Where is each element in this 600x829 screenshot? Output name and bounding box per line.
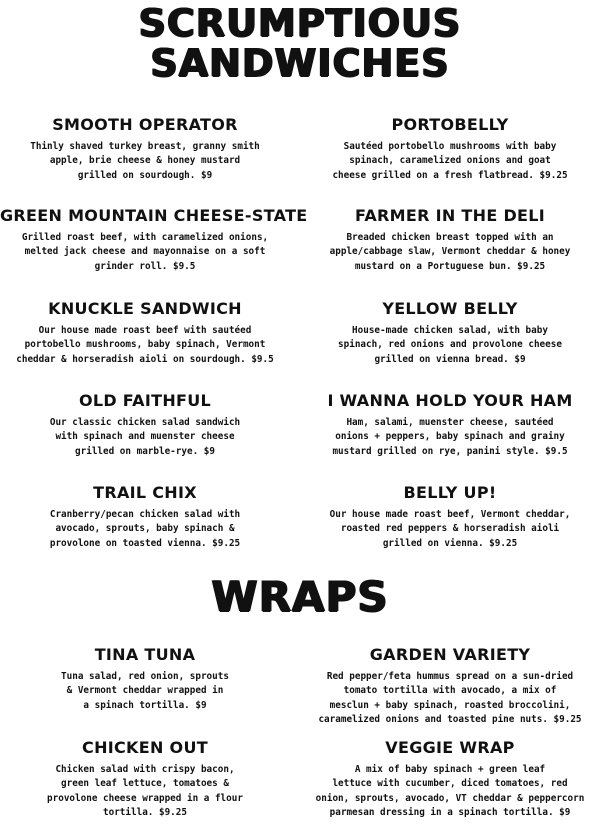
item-name: FARMER IN THE DELI <box>354 206 546 225</box>
sandwiches-title-line-1: SCRUMPTIOUS <box>138 1 462 45</box>
item-name: I WANNA HOLD YOUR HAM <box>327 391 573 410</box>
item-name: CHICKEN OUT <box>82 738 208 757</box>
item-name: BELLY UP! <box>403 483 497 502</box>
item-description: Our classic chicken salad sandwich with spinach and muenster cheese grilled on marble-rye. $9 <box>49 417 241 457</box>
menu-item <box>0 299 290 367</box>
item-name: YELLOW BELLY <box>382 299 518 318</box>
item-name: PORTOBELLY <box>391 115 509 134</box>
item-name: VEGGIE WRAP <box>385 738 515 757</box>
item-name: OLD FAITHFUL <box>78 391 212 410</box>
item-description: Thinly shaved turkey breast, granny smith apple, brie cheese & honey mustard grilled on sourdough. $9 <box>30 141 260 181</box>
item-description: A mix of baby spinach + green leaf lettuce with cucumber, diced tomatoes, red onion, sprouts, avocado, VT cheddar & peppercorn parmesan dressing in a spinach tortilla. $9 <box>315 764 585 818</box>
menu-item <box>305 738 595 820</box>
menu-item <box>305 483 595 551</box>
item-description: Our house made roast beef with sautéed portobello mushrooms, baby spinach, Vermont cheddar & horseradish aioli on sourdough. $9.5 <box>16 325 274 365</box>
item-description: House-made chicken salad, with baby spinach, red onions and provolone cheese grilled on vienna bread. $9 <box>338 325 562 365</box>
menu-item <box>0 483 290 551</box>
item-description: Cranberry/pecan chicken salad with avocado, sprouts, baby spinach & provolone on toasted vienna. $9.25 <box>49 509 241 549</box>
menu-item <box>305 299 595 367</box>
item-description: Grilled roast beef, with caramelized onions, melted jack cheese and mayonnaise on a soft grinder roll. $9.5 <box>21 232 269 272</box>
item-name: GREEN MOUNTAIN CHEESE-STATE <box>0 206 308 225</box>
wraps-title: WRAPS <box>211 572 389 621</box>
menu-item <box>305 391 595 459</box>
item-description: Breaded chicken breast topped with an apple/cabbage slaw, Vermont cheddar & honey mustard on a Portuguese bun. $9.25 <box>329 232 571 272</box>
menu-item <box>305 206 595 274</box>
item-description: Ham, salami, muenster cheese, sautéed onions + peppers, baby spinach and grainy mustard grilled on rye, panini style. $9.5 <box>332 417 568 457</box>
menu-item <box>0 391 290 459</box>
menu-item <box>0 115 290 183</box>
menu-item <box>0 738 290 820</box>
item-description: Sautéed portobello mushrooms with baby spinach, caramelized onions and goat cheese grilled on a fresh flatbread. $9.25 <box>332 141 568 181</box>
sandwiches-title-line-2: SANDWICHES <box>150 41 450 85</box>
item-description: Our house made roast beef, Vermont cheddar, roasted red peppers & horseradish aioli grilled on vienna. $9.25 <box>329 509 571 549</box>
item-name: GARDEN VARIETY <box>369 645 531 664</box>
item-name: KNUCKLE SANDWICH <box>48 299 242 318</box>
item-description: Chicken salad with crispy bacon, green leaf lettuce, tomatoes & provolone cheese wrapped in a flour tortilla. $9.25 <box>47 764 243 818</box>
item-name: TINA TUNA <box>94 645 196 664</box>
item-name: TRAIL CHIX <box>93 483 197 502</box>
menu-item <box>305 115 595 183</box>
menu-item <box>0 206 308 274</box>
menu-item <box>0 645 290 713</box>
menu-item <box>305 645 595 727</box>
item-description: Red pepper/feta hummus spread on a sun-dried tomato tortilla with avocado, a mix of mesclun + baby spinach, roasted broccolini, caramelized onions and toasted pine nuts. $9.25 <box>318 671 582 725</box>
item-name: SMOOTH OPERATOR <box>52 115 238 134</box>
item-description: Tuna salad, red onion, sprouts & Vermont cheddar wrapped in a spinach tortilla. $9 <box>61 671 229 711</box>
